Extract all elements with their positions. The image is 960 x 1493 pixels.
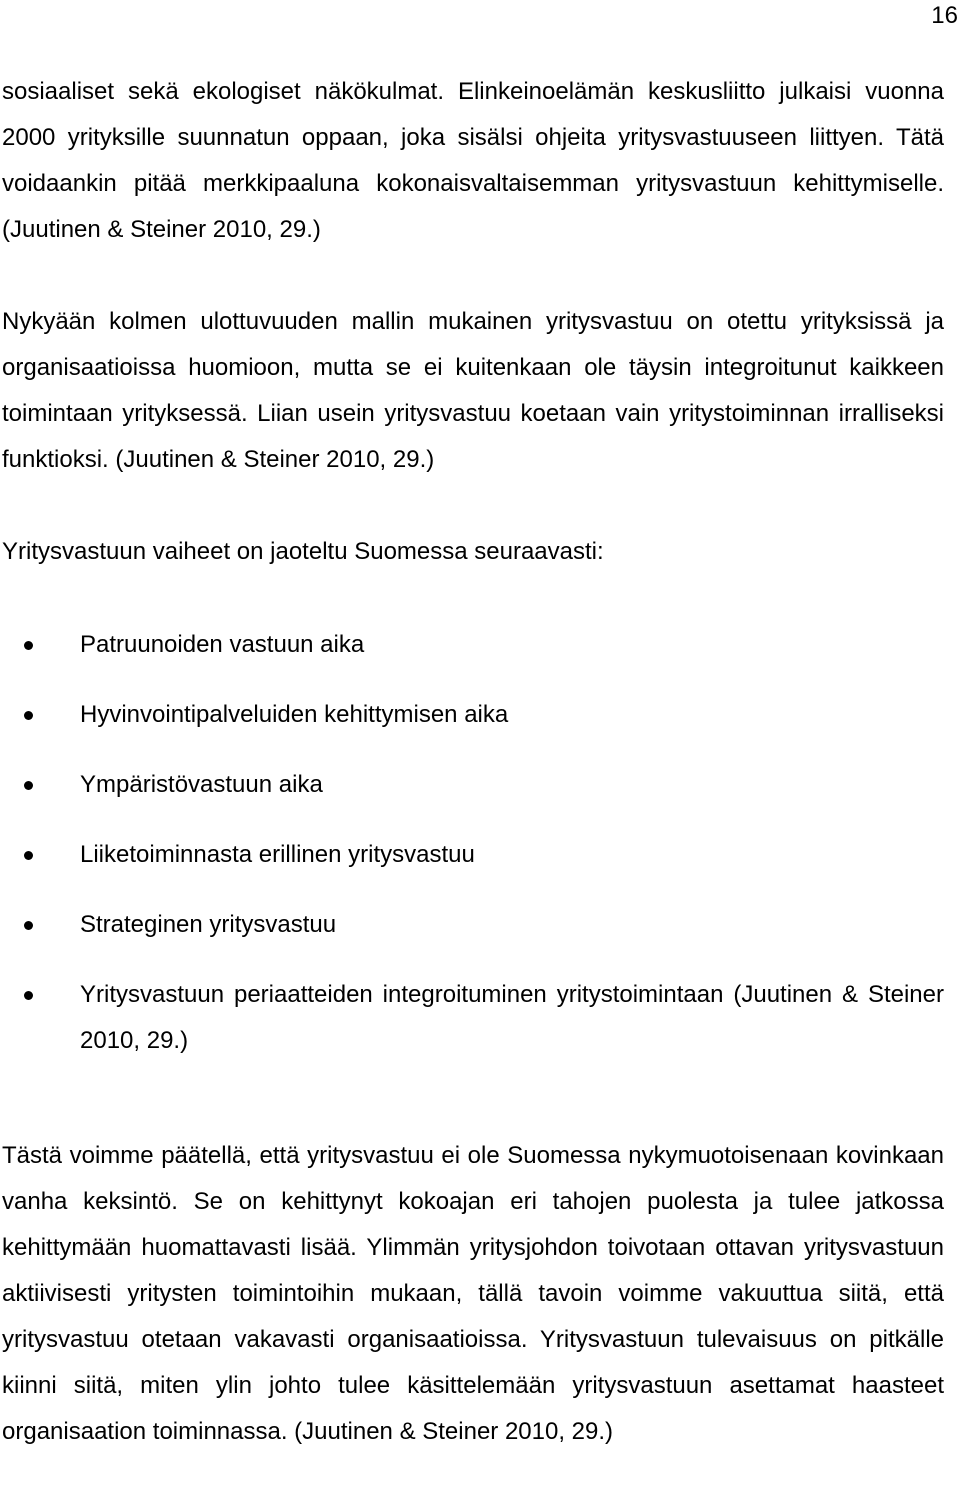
- list-item-text: Yritysvastuun periaatteiden integroituminen yritystoimintaan (Juutinen & Steiner 2010, 29.): [80, 981, 944, 1054]
- paragraph-list-intro: Yritysvastuun vaiheet on jaoteltu Suomessa seuraavasti:: [2, 538, 604, 565]
- list-item: [0, 832, 944, 878]
- list-item-text: Liiketoiminnasta erillinen yritysvastuu: [80, 841, 475, 868]
- paragraph-intro: sosiaaliset sekä ekologiset näkökulmat. Elinkeinoelämän keskusliitto julkaisi vuonna 2000 yrityksille suunnatun oppaan, joka sisälsi ohjeita yritysvastuuseen liittyen. Tätä voidaankin pitää merkkipaaluna kokonaisvaltaisemman yritysvastuun kehittymiselle. (Juutinen & Steiner 2010, 29.): [2, 78, 944, 243]
- bullet-icon: [24, 851, 33, 860]
- list-item: [0, 762, 944, 808]
- list-item: [0, 902, 944, 948]
- bullet-icon: [24, 781, 33, 790]
- bullet-icon: [24, 991, 33, 1000]
- bullet-icon: [24, 641, 33, 650]
- list-item: [0, 692, 944, 738]
- paragraph-current-state: Nykyään kolmen ulottuvuuden mallin mukainen yritysvastuu on otettu yrityksissä ja organisaatioissa huomioon, mutta se ei kuitenkaan ole täysin integroitunut kaikkeen toimintaan yrityksessä. Liian usein yritysvastuu koetaan vain yritystoiminnan irralliseksi funktioksi. (Juutinen & Steiner 2010, 29.): [2, 308, 944, 473]
- list-item-text: Patruunoiden vastuun aika: [80, 631, 365, 658]
- bullet-icon: [24, 711, 33, 720]
- phases-bullet-list: [0, 622, 944, 1088]
- paragraph-conclusion: Tästä voimme päätellä, että yritysvastuu ei ole Suomessa nykymuotoisenaan kovinkaan vanha keksintö. Se on kehittynyt kokoajan eri tahojen puolesta ja tulee jatkossa kehittymään huomattavasti lisää. Ylimmän yritysjohdon toivotaan ottavan yritysvastuun aktiivisesti yritysten toimintoihin mukaan, tällä tavoin voimme vakuuttua siitä, että yritysvastuu otetaan vakavasti organisaatioissa. Yritysvastuun tulevaisuus on pitkälle kiinni siitä, miten ylin johto tulee käsittelemään yritysvastuun asettamat haasteet organisaation toiminnassa. (Juutinen & Steiner 2010, 29.): [2, 1142, 944, 1445]
- list-item: [0, 622, 944, 668]
- list-item-text: Hyvinvointipalveluiden kehittymisen aika: [80, 701, 509, 728]
- page-number: 16: [931, 2, 958, 29]
- bullet-icon: [24, 921, 33, 930]
- list-item-text: Ympäristövastuun aika: [80, 771, 323, 798]
- list-item-text: Strateginen yritysvastuu: [80, 911, 337, 938]
- list-item: [0, 972, 944, 1064]
